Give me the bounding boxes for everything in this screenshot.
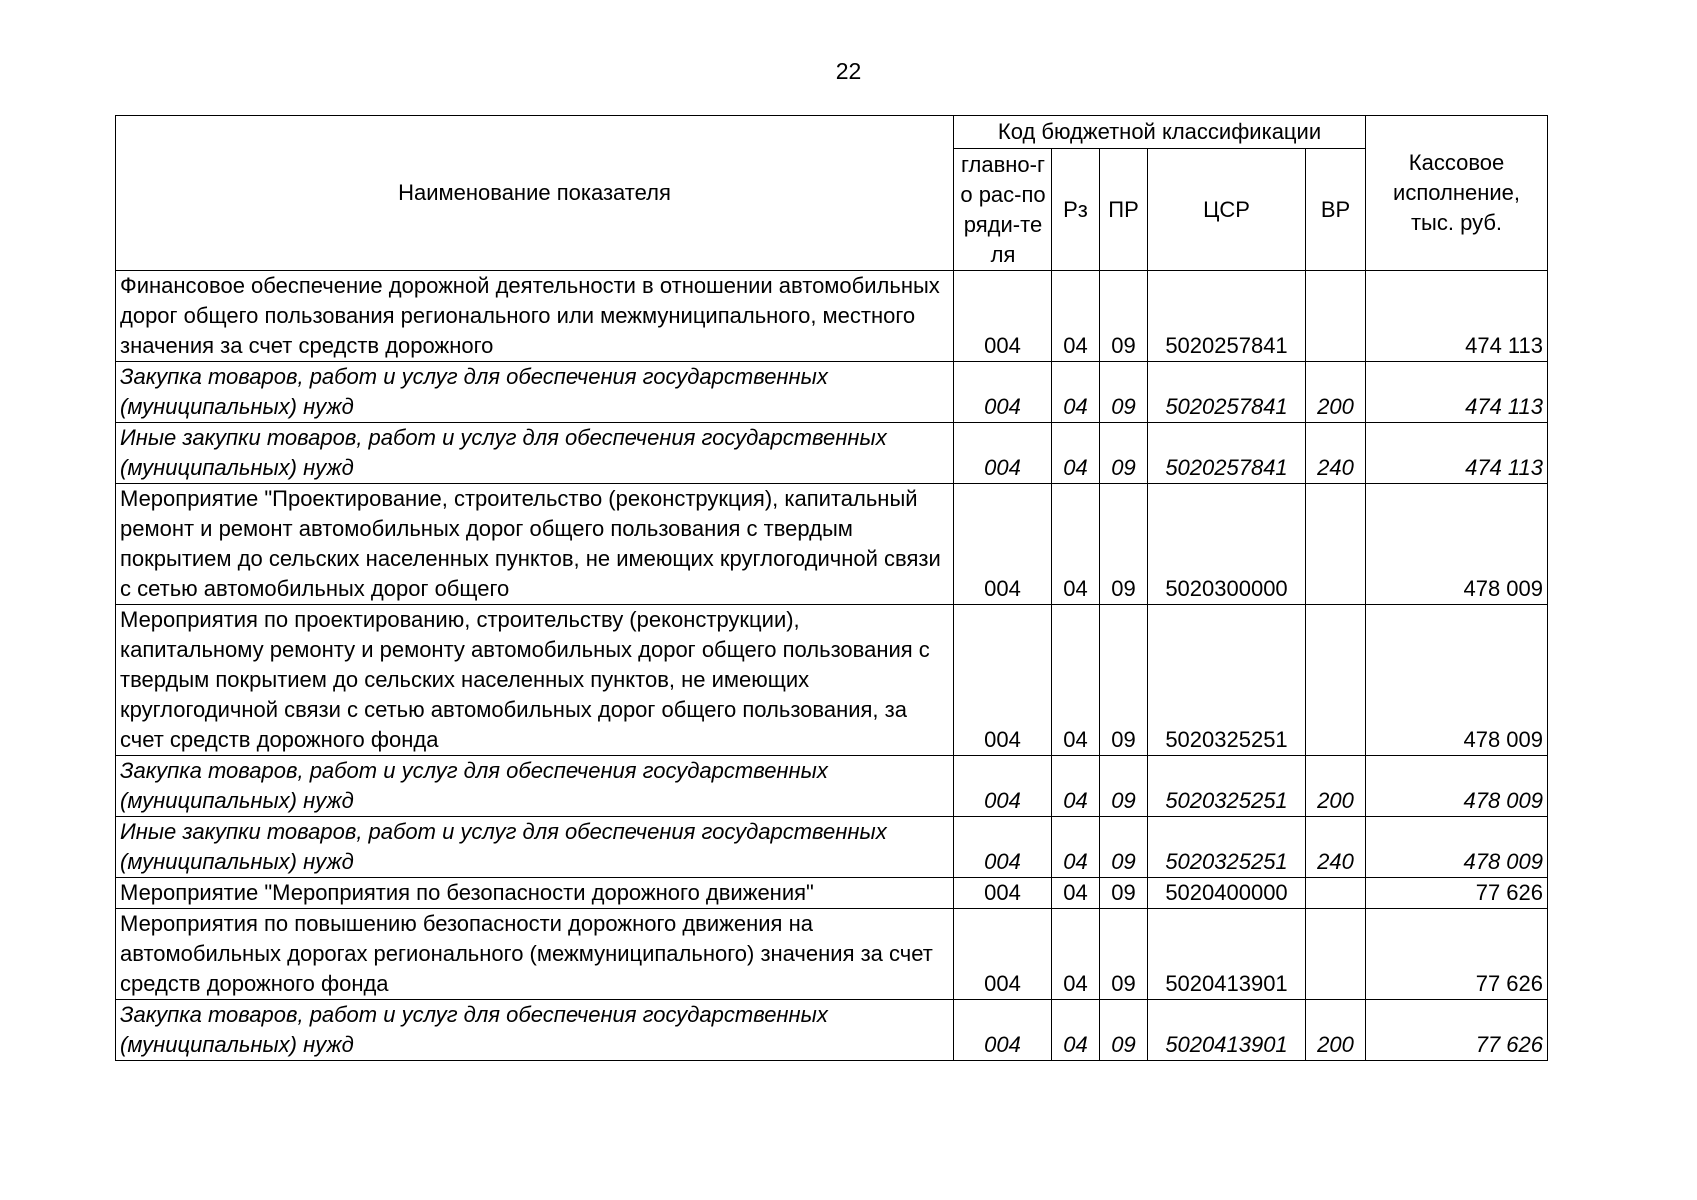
table-row — [116, 362, 1548, 423]
cell-csr: 5020257841 — [1148, 423, 1306, 484]
cell-csr: 5020325251 — [1148, 756, 1306, 817]
cell-amount: 474 113 — [1366, 423, 1548, 484]
header-kbk-group: Код бюджетной классификации — [954, 116, 1366, 149]
cell-name: Мероприятие "Проектирование, строительство (реконструкция), капитальный ремонт и ремонт автомобильных дорог общего пользования с твердым покрытием до сельских населенных пунктов, не имеющих круглогодичной связи с сетью автомобильных дорог общего — [116, 484, 954, 605]
cell-rz: 04 — [1052, 756, 1100, 817]
cell-rz: 04 — [1052, 423, 1100, 484]
cell-name: Иные закупки товаров, работ и услуг для обеспечения государственных (муниципальных) нужд — [116, 423, 954, 484]
cell-vr: 240 — [1306, 817, 1366, 878]
cell-amount: 77 626 — [1366, 1000, 1548, 1061]
cell-glavny: 004 — [954, 756, 1052, 817]
cell-rz: 04 — [1052, 605, 1100, 756]
cell-amount: 478 009 — [1366, 817, 1548, 878]
table-row — [116, 909, 1548, 1000]
cell-csr: 5020300000 — [1148, 484, 1306, 605]
table-row — [116, 1000, 1548, 1061]
cell-name: Иные закупки товаров, работ и услуг для обеспечения государственных (муниципальных) нужд — [116, 817, 954, 878]
table-row — [116, 878, 1548, 909]
cell-glavny: 004 — [954, 362, 1052, 423]
header-amount-label: Кассовое исполнение, тыс. руб. — [1393, 150, 1520, 235]
cell-name: Мероприятия по повышению безопасности дорожного движения на автомобильных дорогах регионального (межмуниципального) значения за счет средств дорожного фонда — [116, 909, 954, 1000]
cell-pr: 09 — [1100, 423, 1148, 484]
cell-pr: 09 — [1100, 878, 1148, 909]
cell-vr: 200 — [1306, 1000, 1366, 1061]
cell-glavny: 004 — [954, 484, 1052, 605]
cell-name: Закупка товаров, работ и услуг для обеспечения государственных (муниципальных) нужд — [116, 756, 954, 817]
cell-csr: 5020257841 — [1148, 271, 1306, 362]
cell-pr: 09 — [1100, 756, 1148, 817]
table-row — [116, 605, 1548, 756]
cell-glavny: 004 — [954, 878, 1052, 909]
header-glavny-label: главно-го рас-поряди-теля — [960, 151, 1046, 267]
table-row — [116, 423, 1548, 484]
page-number: 22 — [835, 58, 862, 84]
cell-csr: 5020257841 — [1148, 362, 1306, 423]
cell-vr — [1306, 878, 1366, 909]
cell-pr: 09 — [1100, 1000, 1148, 1061]
cell-glavny: 004 — [954, 1000, 1052, 1061]
cell-amount: 478 009 — [1366, 605, 1548, 756]
header-glavny — [954, 149, 1052, 271]
cell-name: Закупка товаров, работ и услуг для обеспечения государственных (муниципальных) нужд — [116, 362, 954, 423]
cell-amount: 77 626 — [1366, 878, 1548, 909]
header-vr: ВР — [1306, 149, 1366, 271]
header-rz: Рз — [1052, 149, 1100, 271]
cell-vr: 200 — [1306, 756, 1366, 817]
table-body — [116, 271, 1548, 1061]
header-name: Наименование показателя — [116, 116, 954, 271]
cell-glavny: 004 — [954, 271, 1052, 362]
cell-pr: 09 — [1100, 909, 1148, 1000]
cell-amount: 478 009 — [1366, 756, 1548, 817]
cell-csr: 5020413901 — [1148, 909, 1306, 1000]
cell-vr — [1306, 271, 1366, 362]
cell-rz: 04 — [1052, 484, 1100, 605]
header-pr: ПР — [1100, 149, 1148, 271]
cell-vr — [1306, 605, 1366, 756]
cell-glavny: 004 — [954, 909, 1052, 1000]
cell-glavny: 004 — [954, 817, 1052, 878]
cell-name: Закупка товаров, работ и услуг для обеспечения государственных (муниципальных) нужд — [116, 1000, 954, 1061]
cell-name: Финансовое обеспечение дорожной деятельности в отношении автомобильных дорог общего пользования регионального или межмуниципального, местного значения за счет средств дорожного — [116, 271, 954, 362]
cell-csr: 5020413901 — [1148, 1000, 1306, 1061]
cell-vr: 240 — [1306, 423, 1366, 484]
cell-amount: 474 113 — [1366, 362, 1548, 423]
cell-glavny: 004 — [954, 605, 1052, 756]
cell-name: Мероприятие "Мероприятия по безопасности дорожного движения" — [116, 878, 954, 909]
table-row — [116, 817, 1548, 878]
cell-rz: 04 — [1052, 271, 1100, 362]
cell-pr: 09 — [1100, 362, 1148, 423]
cell-amount: 478 009 — [1366, 484, 1548, 605]
cell-csr: 5020325251 — [1148, 605, 1306, 756]
cell-csr: 5020400000 — [1148, 878, 1306, 909]
cell-pr: 09 — [1100, 484, 1148, 605]
cell-amount: 474 113 — [1366, 271, 1548, 362]
cell-amount: 77 626 — [1366, 909, 1548, 1000]
cell-name: Мероприятия по проектированию, строительству (реконструкции), капитальному ремонту и ремонту автомобильных дорог общего пользования с твердым покрытием до сельских населенных пунктов, не имеющих круглогодичной связи с сетью автомобильных дорог общего пользования, за счет средств дорожного фонда — [116, 605, 954, 756]
cell-vr — [1306, 909, 1366, 1000]
header-csr: ЦСР — [1148, 149, 1306, 271]
cell-vr: 200 — [1306, 362, 1366, 423]
header-amount — [1366, 116, 1548, 271]
cell-pr: 09 — [1100, 271, 1148, 362]
table-row — [116, 484, 1548, 605]
cell-pr: 09 — [1100, 605, 1148, 756]
cell-pr: 09 — [1100, 817, 1148, 878]
table-row — [116, 756, 1548, 817]
cell-rz: 04 — [1052, 362, 1100, 423]
cell-rz: 04 — [1052, 878, 1100, 909]
cell-rz: 04 — [1052, 1000, 1100, 1061]
cell-vr — [1306, 484, 1366, 605]
cell-glavny: 004 — [954, 423, 1052, 484]
budget-table — [115, 115, 1548, 1061]
cell-rz: 04 — [1052, 909, 1100, 1000]
cell-rz: 04 — [1052, 817, 1100, 878]
cell-csr: 5020325251 — [1148, 817, 1306, 878]
table-row — [116, 271, 1548, 362]
